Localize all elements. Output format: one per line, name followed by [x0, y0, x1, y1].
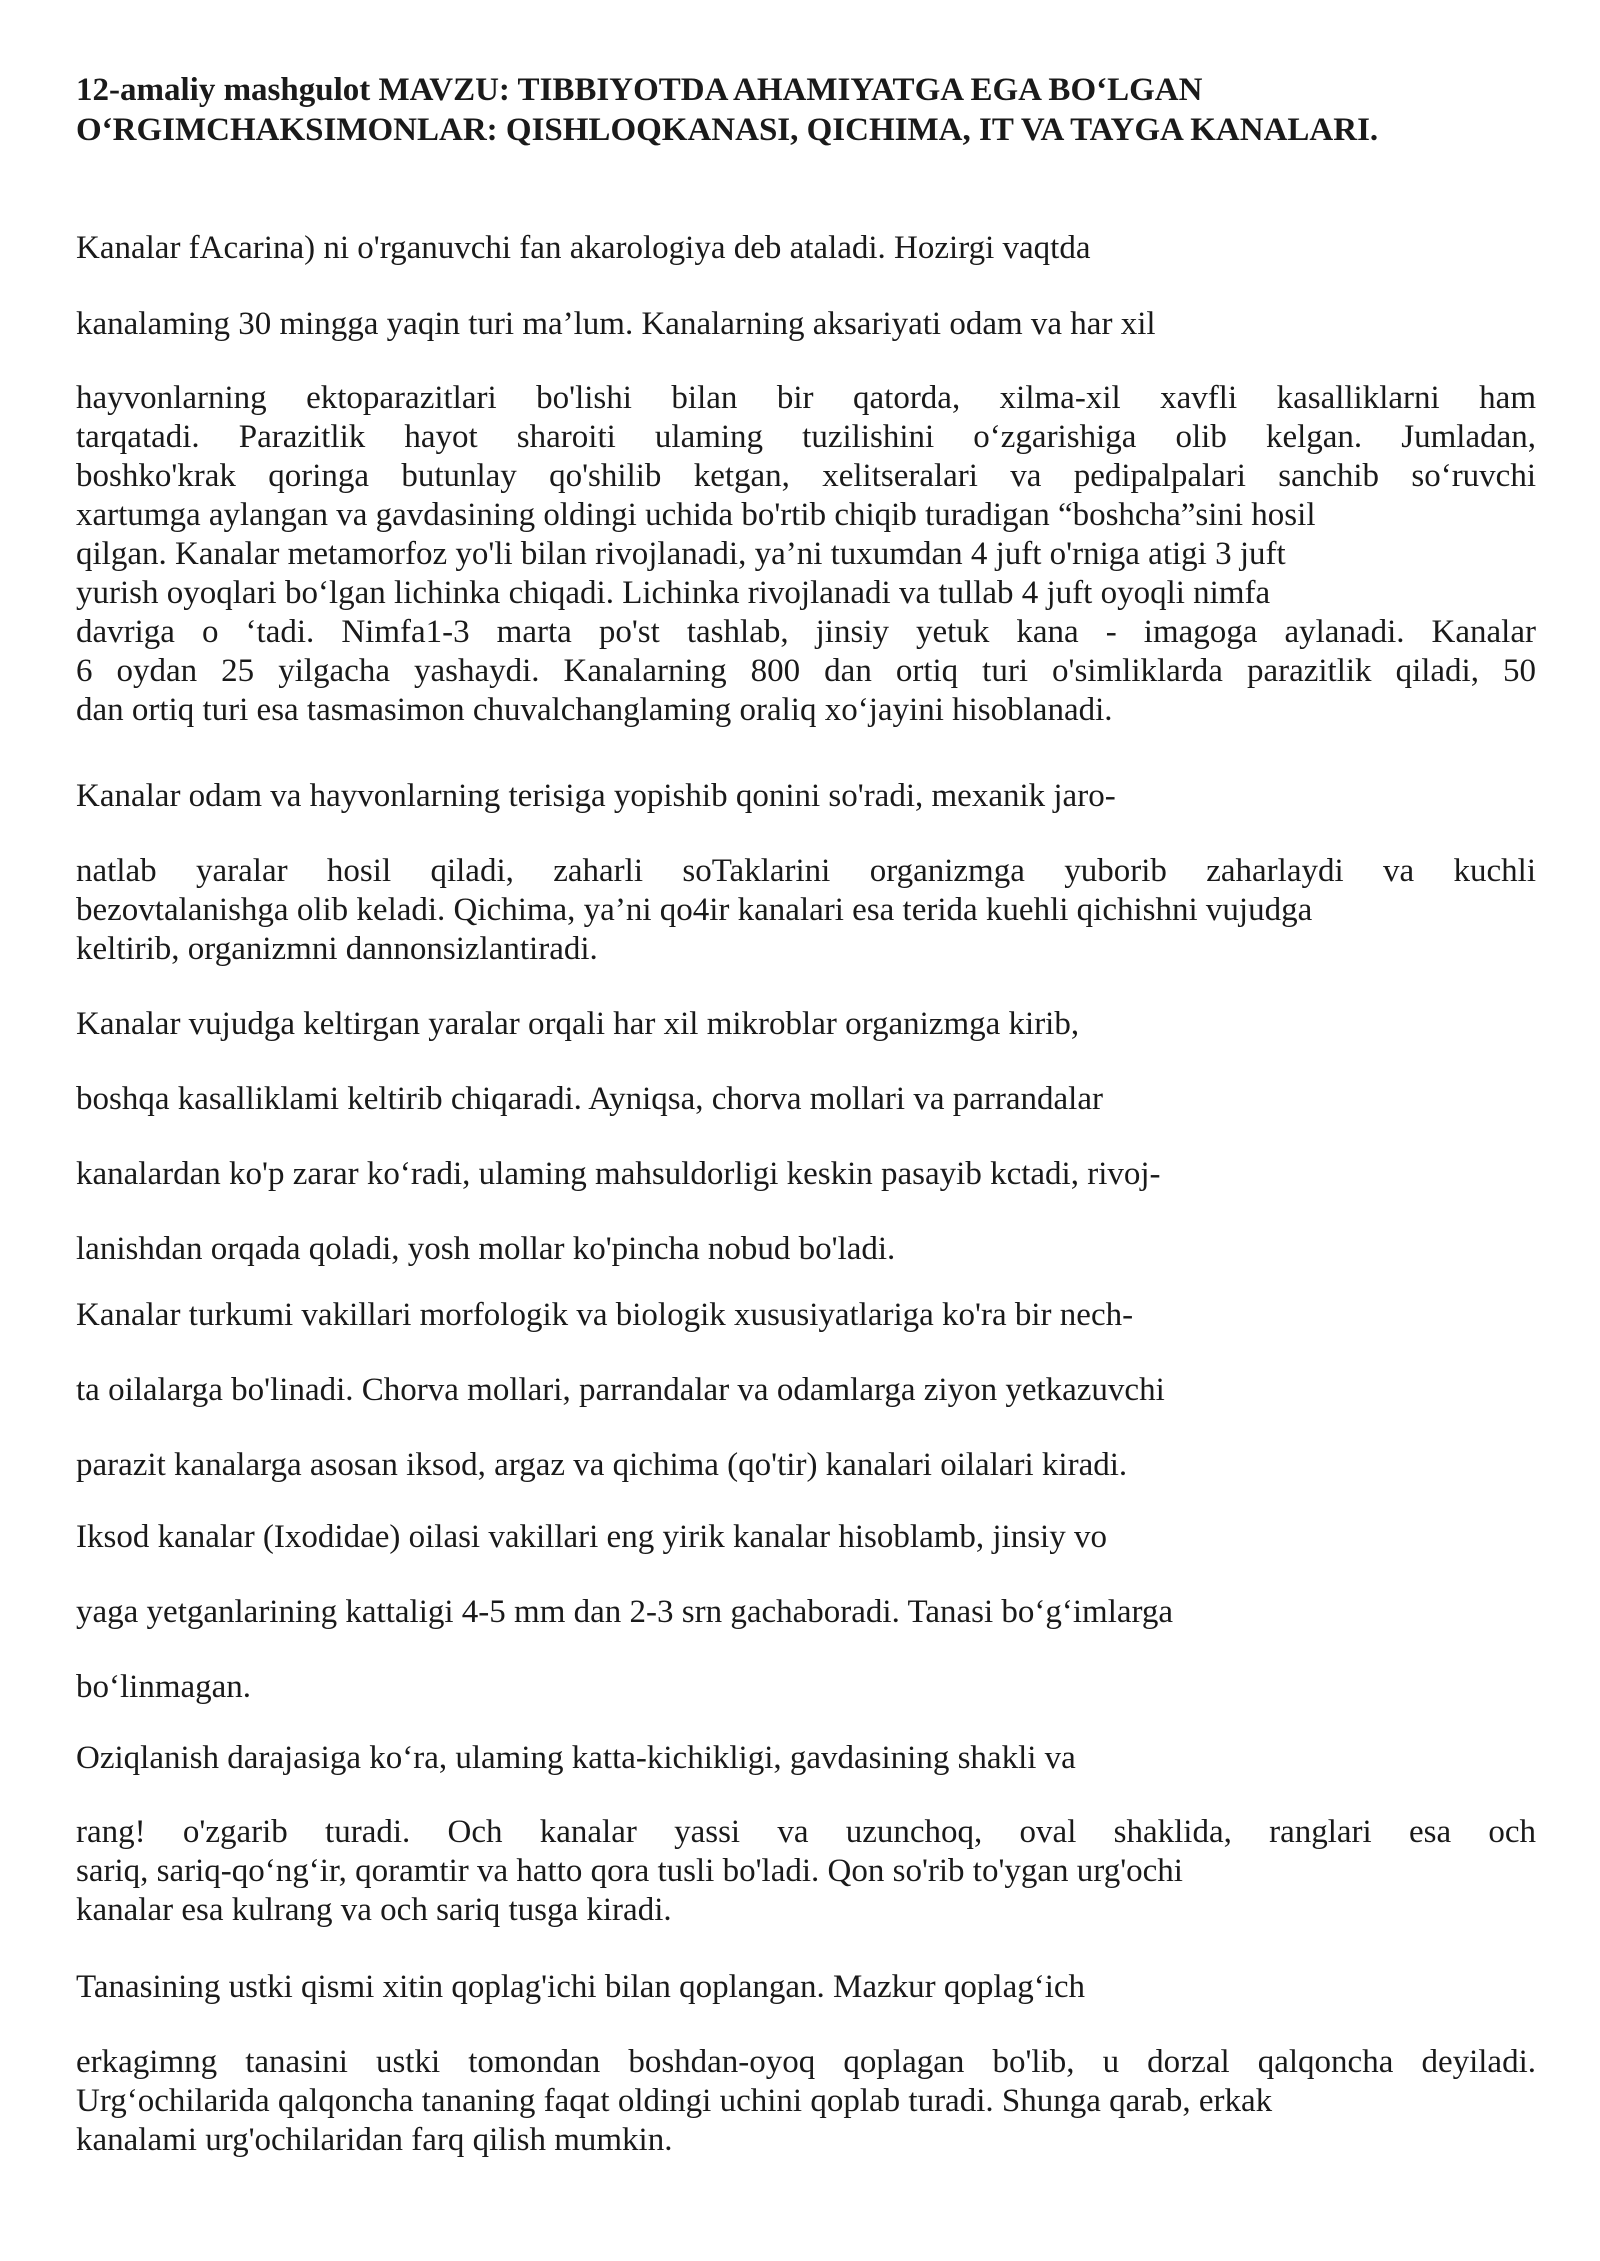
text-line: Iksod kanalar (Ixodidae) oilasi vakillari eng yirik kanalar hisoblamb, jinsiy vo — [76, 1519, 1107, 1555]
page-title: 12-amaliy mashgulot MAVZU: TIBBIYOTDA AHAMIYATGA EGA BO‘LGAN O‘RGIMCHAKSIMONLAR: QISHLOQKANASI, QICHIMA, IT VA TAYGA KANALARI. — [76, 72, 1379, 148]
text-line: parazit kanalarga asosan iksod, argaz va qichima (qo'tir) kanalari oilalari kiradi. — [76, 1447, 1128, 1483]
text-line: dan ortiq turi esa tasmasimon chuvalchanglaming oraliq xo‘jayini hisoblanadi. — [76, 692, 1113, 728]
text-line: xartumga aylangan va gavdasining oldingi uchida bo'rtib chiqib turadigan “boshcha”sini hosil — [76, 497, 1316, 533]
text-line: kanalar esa kulrang va och sariq tusga kiradi. — [76, 1892, 672, 1928]
text-line: sariq, sariq-qo‘ng‘ir, qoramtir va hatto qora tusli bo'ladi. Qon so'rib to'ygan urg'ochi — [76, 1853, 1183, 1889]
text-line: hayvonlarning ektoparazitlari bo'lishi bilan bir qatorda, xilma-xil xavfli kasalliklarni ham — [76, 380, 1536, 416]
text-line: lanishdan orqada qoladi, yosh mollar ko'pincha nobud bo'ladi. — [76, 1231, 896, 1267]
text-line: natlab yaralar hosil qiladi, zaharli soTaklarini organizmga yuborib zaharlaydi va kuchli — [76, 853, 1536, 889]
text-line: davriga o ‘tadi. Nimfa1-3 marta po'st tashlab, jinsiy yetuk kana - imagoga aylanadi. Kanalar — [76, 614, 1536, 650]
text-line: qilgan. Kanalar metamorfoz yo'li bilan rivojlanadi, ya’ni tuxumdan 4 juft o'rniga atigi 3 juft — [76, 536, 1286, 572]
text-line: Urg‘ochilarida qalqoncha tananing faqat oldingi uchini qoplab turadi. Shunga qarab, erkak — [76, 2083, 1273, 2119]
text-line: rang! o'zgarib turadi. Och kanalar yassi va uzunchoq, oval shaklida, ranglari esa och — [76, 1814, 1536, 1850]
text-line: bo‘linmagan. — [76, 1669, 252, 1705]
text-line: yaga yetganlarining kattaligi 4-5 mm dan 2-3 srn gachaboradi. Tanasi bo‘g‘imlarga — [76, 1594, 1174, 1630]
text-line: bezovtalanishga olib keladi. Qichima, ya’ni qo4ir kanalari esa terida kuehli qichishni vujudga — [76, 892, 1313, 928]
text-line: boshqa kasalliklami keltirib chiqaradi. Ayniqsa, chorva mollari va parrandalar — [76, 1081, 1103, 1117]
text-line: Kanalar turkumi vakillari morfologik va biologik xususiyatlariga ko'ra bir nech- — [76, 1297, 1134, 1333]
text-line: tarqatadi. Parazitlik hayot sharoiti ulaming tuzilishini o‘zgarishiga olib kelgan. Jumladan, — [76, 419, 1536, 455]
text-line: yurish oyoqlari bo‘lgan lichinka chiqadi. Lichinka rivojlanadi va tullab 4 juft oyoqli nimfa — [76, 575, 1271, 611]
text-line: keltirib, organizmni dannonsizlantiradi. — [76, 931, 598, 967]
text-line: Kanalar odam va hayvonlarning terisiga yopishib qonini so'radi, mexanik jaro- — [76, 778, 1116, 814]
text-line: kanalaming 30 mingga yaqin turi ma’lum. Kanalarning aksariyati odam va har xil — [76, 306, 1156, 342]
text-line: kanalami urg'ochilaridan farq qilish mumkin. — [76, 2122, 673, 2158]
text-line: Kanalar fAcarina) ni o'rganuvchi fan akarologiya deb ataladi. Hozirgi vaqtda — [76, 230, 1091, 266]
text-line: Tanasining ustki qismi xitin qoplag'ichi bilan qoplangan. Mazkur qoplag‘ich — [76, 1969, 1086, 2005]
text-line: Oziqlanish darajasiga ko‘ra, ulaming katta-kichikligi, gavdasining shakli va — [76, 1740, 1076, 1776]
text-line: boshko'krak qoringa butunlay qo'shilib ketgan, xelitseralari va pedipalpalari sanchib so‘ruvchi — [76, 458, 1536, 494]
text-line: ta oilalarga bo'linadi. Chorva mollari, parrandalar va odamlarga ziyon yetkazuvchi — [76, 1372, 1165, 1408]
text-line: erkagimng tanasini ustki tomondan boshdan-oyoq qoplagan bo'lib, u dorzal qalqoncha deyiladi. — [76, 2044, 1536, 2080]
text-line: kanalardan ko'p zarar ko‘radi, ulaming mahsuldorligi keskin pasayib kctadi, rivoj- — [76, 1156, 1161, 1192]
text-line: 6 oydan 25 yilgacha yashaydi. Kanalarning 800 dan ortiq turi o'simliklarda parazitlik qiladi, 50 — [76, 653, 1536, 689]
text-line: Kanalar vujudga keltirgan yaralar orqali har xil mikroblar organizmga kirib, — [76, 1006, 1080, 1042]
